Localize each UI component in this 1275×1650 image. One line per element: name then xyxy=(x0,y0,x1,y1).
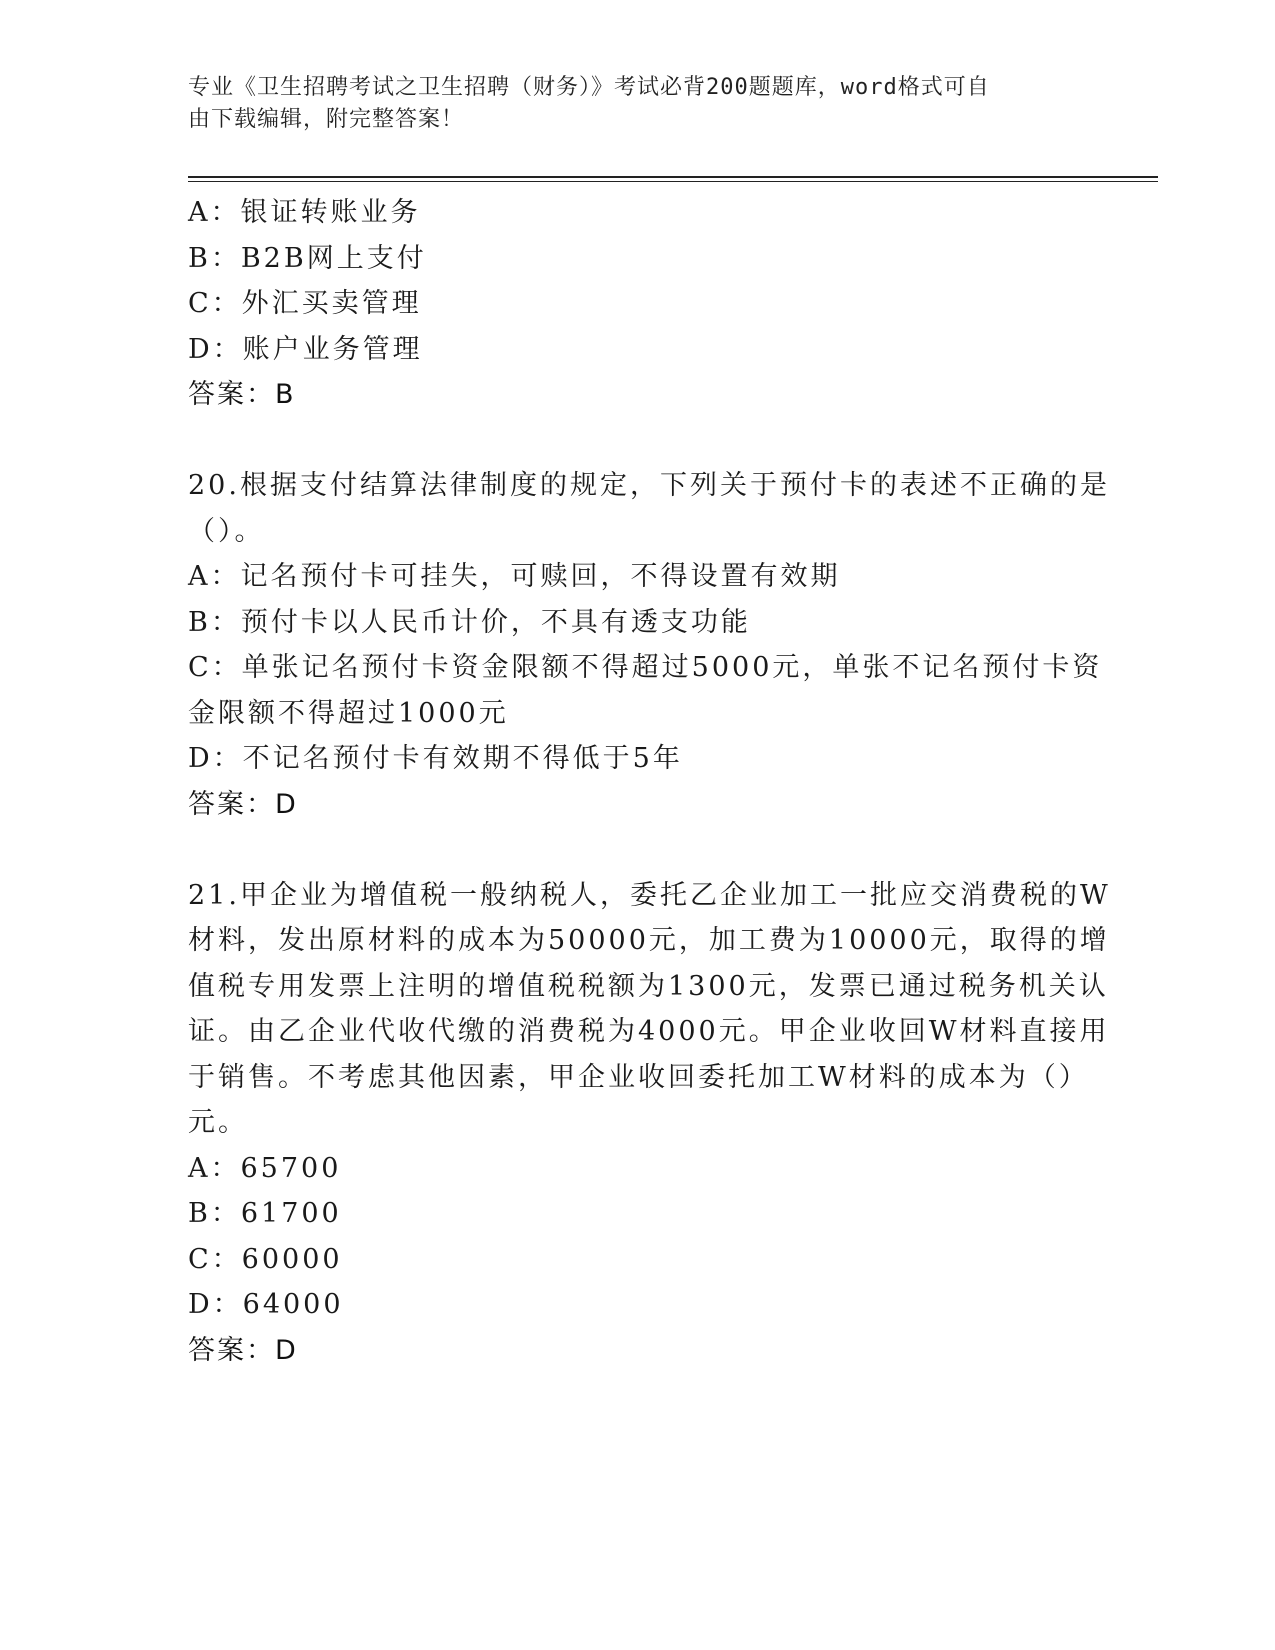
question-stem-line: 20.根据支付结算法律制度的规定，下列关于预付卡的表述不正确的是 xyxy=(188,470,1110,501)
option-a: A：65700 xyxy=(188,1152,342,1184)
document-header xyxy=(188,72,1088,136)
document-body xyxy=(188,190,1111,1373)
answer-line: 答案：B xyxy=(188,379,296,410)
option-c-continued: 金限额不得超过1000元 xyxy=(188,697,509,729)
option-b: B：61700 xyxy=(188,1198,342,1229)
option-d: D：不记名预付卡有效期不得低于5年 xyxy=(188,743,683,774)
header-divider xyxy=(188,176,1158,178)
option-a: A：银证转账业务 xyxy=(188,197,421,228)
header-line: 专业《卫生招聘考试之卫生招聘（财务）》考试必背200题题库，word格式可自 xyxy=(188,75,990,100)
question-stem-line: 元。 xyxy=(188,1107,248,1138)
question-stem-line: 证。由乙企业代收代缴的消费税为4000元。甲企业收回W材料直接用 xyxy=(188,1016,1110,1047)
question-stem-line: 值税专用发票上注明的增值税税额为1300元，发票已通过税务机关认 xyxy=(188,970,1109,1002)
question-21 xyxy=(188,873,1111,1374)
header-divider-thin xyxy=(188,181,1158,182)
option-d: D：账户业务管理 xyxy=(188,333,423,365)
question-stem-line: 于销售。不考虑其他因素，甲企业收回委托加工W材料的成本为（） xyxy=(188,1061,1089,1093)
question-stem-line: 材料，发出原材料的成本为50000元，加工费为10000元，取得的增 xyxy=(188,925,1110,956)
option-b: B：预付卡以人民币计价，不具有透支功能 xyxy=(188,606,751,638)
question-stem-line: 21.甲企业为增值税一般纳税人，委托乙企业加工一批应交消费税的W xyxy=(188,879,1111,911)
question-stem-line: （）。 xyxy=(188,515,265,547)
option-d: D：64000 xyxy=(188,1289,344,1320)
header-line: 由下载编辑，附完整答案！ xyxy=(188,107,465,132)
option-a: A：记名预付卡可挂失，可赎回，不得设置有效期 xyxy=(188,561,841,592)
question-19-continued xyxy=(188,190,1088,418)
option-c: C：外汇买卖管理 xyxy=(188,288,422,319)
option-b: B：B2B网上支付 xyxy=(188,242,427,274)
option-c: C：单张记名预付卡资金限额不得超过5000元，单张不记名预付卡资 xyxy=(188,652,1103,683)
answer-line: 答案：D xyxy=(188,788,298,820)
question-spacer xyxy=(188,827,1088,873)
question-20 xyxy=(188,463,1110,827)
answer-line: 答案：D xyxy=(188,1334,298,1366)
question-spacer xyxy=(188,418,1088,464)
option-c: C：60000 xyxy=(188,1243,343,1275)
